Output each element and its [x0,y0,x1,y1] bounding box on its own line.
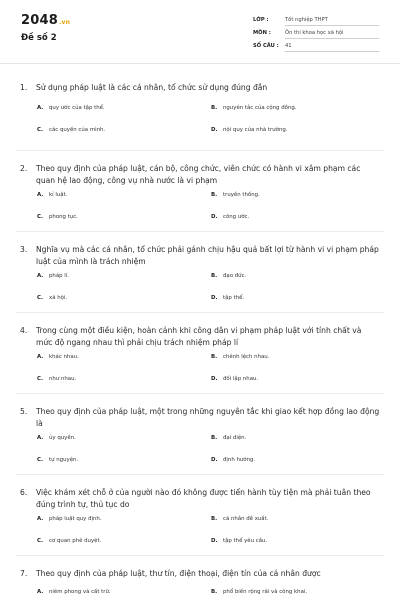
logo-suffix: .vn [58,19,71,26]
option-text: công ước. [223,214,250,220]
option-letter: A. [37,435,44,441]
question-header [20,487,380,510]
site-logo[interactable] [21,13,70,28]
question-item [0,238,400,319]
option-letter: D. [211,127,218,133]
question-list [0,76,400,600]
option-text: quy ước của tập thể. [49,105,105,111]
option-text: phong tục. [49,214,78,220]
option-d[interactable] [211,376,258,382]
option-text: ủy quyền. [49,435,76,441]
option-text: phổ biến rộng rãi và công khai. [223,589,308,595]
option-letter: A. [37,354,44,360]
option-d[interactable] [211,457,255,463]
option-text: cá nhân đề xuất. [223,516,269,522]
option-text: nội quy của nhà trường. [223,127,288,133]
question-header [20,568,380,580]
option-a[interactable] [37,435,76,441]
meta-label: MÔN : [253,30,271,36]
option-letter: B. [211,105,218,111]
option-d[interactable] [211,538,267,544]
option-letter: D. [211,295,218,301]
option-c[interactable] [37,538,101,544]
option-letter: B. [211,192,218,198]
option-c[interactable] [37,295,67,301]
option-letter: A. [37,105,44,111]
option-letter: D. [211,214,218,220]
option-letter: C. [37,457,44,463]
option-c[interactable] [37,376,76,382]
option-c[interactable] [37,214,78,220]
option-letter: D. [211,538,218,544]
option-a[interactable] [37,105,105,111]
option-letter: A. [37,273,44,279]
option-b[interactable] [211,273,246,279]
option-letter: C. [37,295,44,301]
question-item [0,400,400,481]
option-d[interactable] [211,214,249,220]
question-number: 4. [20,326,28,335]
option-letter: A. [37,192,44,198]
option-c[interactable] [37,457,78,463]
option-b[interactable] [211,354,269,360]
question-divider [16,555,384,556]
option-b[interactable] [211,589,307,595]
question-divider [16,150,384,151]
option-a[interactable] [37,589,111,595]
meta-label: LỚP : [253,17,269,23]
option-d[interactable] [211,295,244,301]
option-a[interactable] [37,354,79,360]
option-text: đạo đức. [223,273,247,279]
question-divider [16,231,384,232]
option-text: như nhau. [49,376,77,382]
question-item [0,481,400,562]
option-text: kỉ luật. [49,192,68,198]
question-item [0,319,400,400]
option-text: niêm phong và cất trữ. [49,589,111,595]
option-letter: B. [211,516,218,522]
exam-meta [253,15,379,54]
question-item [0,562,400,600]
question-divider [16,312,384,313]
option-text: khác nhau. [49,354,79,360]
option-text: nguyên tắc của cộng đồng. [223,105,297,111]
question-divider [16,474,384,475]
question-header [20,406,380,429]
option-letter: B. [211,273,218,279]
option-letter: B. [211,354,218,360]
question-number: 3. [20,245,28,254]
option-letter: D. [211,376,218,382]
question-header [20,82,380,94]
option-text: cơ quan phê duyệt. [49,538,102,544]
question-item [0,157,400,238]
exam-title: Đề số 2 [21,33,57,43]
question-number: 6. [20,488,28,497]
option-text: truyền thống. [223,192,260,198]
option-text: pháp lí. [49,273,69,279]
meta-value: Ôn thi khoa học xã hội [285,28,379,39]
meta-value: Tốt nghiệp THPT [285,15,379,26]
question-header [20,325,380,348]
header-divider [0,63,400,64]
option-text: các quyền của mình. [49,127,106,133]
option-a[interactable] [37,273,69,279]
option-c[interactable] [37,127,105,133]
logo-text: 2048 [21,13,58,28]
option-text: pháp luật quy định. [49,516,102,522]
option-a[interactable] [37,192,67,198]
option-text: tập thể yêu cầu. [223,538,268,544]
option-a[interactable] [37,516,102,522]
question-text: Trong cùng một điều kiện, hoàn cảnh khi công dân vi phạm pháp luật với tính chất và mức độ ngang nhau thì phải chịu trách nhiệm pháp lí [36,326,362,347]
meta-row-subject [253,28,379,41]
question-divider [16,393,384,394]
option-b[interactable] [211,516,268,522]
option-letter: B. [211,435,218,441]
option-d[interactable] [211,127,288,133]
question-header [20,244,380,267]
question-number: 5. [20,407,28,416]
question-header [20,163,380,186]
question-number: 2. [20,164,28,173]
option-b[interactable] [211,105,296,111]
option-text: xã hội. [49,295,68,301]
option-letter: A. [37,516,44,522]
option-b[interactable] [211,192,260,198]
meta-row-class [253,15,379,28]
question-item [0,76,400,157]
meta-row-question-count [253,41,379,54]
question-text: Sử dụng pháp luật là các cá nhân, tổ chức sử dụng đúng đắn [36,83,268,92]
option-letter: A. [37,589,44,595]
option-text: tự nguyện. [49,457,79,463]
question-text: Theo quy định của pháp luật, cán bộ, công chức, viên chức có hành vi xâm phạm các quan hệ lao động, công vụ nhà nước là vi phạm [36,164,361,185]
exam-header [0,0,400,56]
option-b[interactable] [211,435,246,441]
question-number: 1. [20,83,28,92]
question-text: Theo quy định của pháp luật, một trong những nguyên tắc khi giao kết hợp đồng lao động là [36,407,380,428]
option-letter: B. [211,589,218,595]
question-text: Theo quy định của pháp luật, thư tín, điện thoại, điện tín của cá nhân được [36,569,321,578]
question-number: 7. [20,569,28,578]
question-text: Nghĩa vụ mà các cá nhân, tổ chức phải gánh chịu hậu quả bất lợi từ hành vi vi phạm pháp luật của mình là trách nhiệm [36,245,379,266]
option-text: đại diện. [223,435,247,441]
meta-label: SỐ CÂU : [253,43,279,49]
option-letter: C. [37,127,44,133]
option-text: định hướng. [223,457,256,463]
option-letter: D. [211,457,218,463]
meta-value: 41 [285,41,379,52]
option-text: đối lập nhau. [223,376,259,382]
option-text: tập thể. [223,295,245,301]
option-text: chênh lệch nhau. [223,354,270,360]
question-text: Việc khám xét chỗ ở của người nào đó không được tiến hành tùy tiện mà phải tuân theo đúng trình tự, thủ tục do [36,488,371,509]
option-letter: C. [37,376,44,382]
option-letter: C. [37,214,44,220]
option-letter: C. [37,538,44,544]
